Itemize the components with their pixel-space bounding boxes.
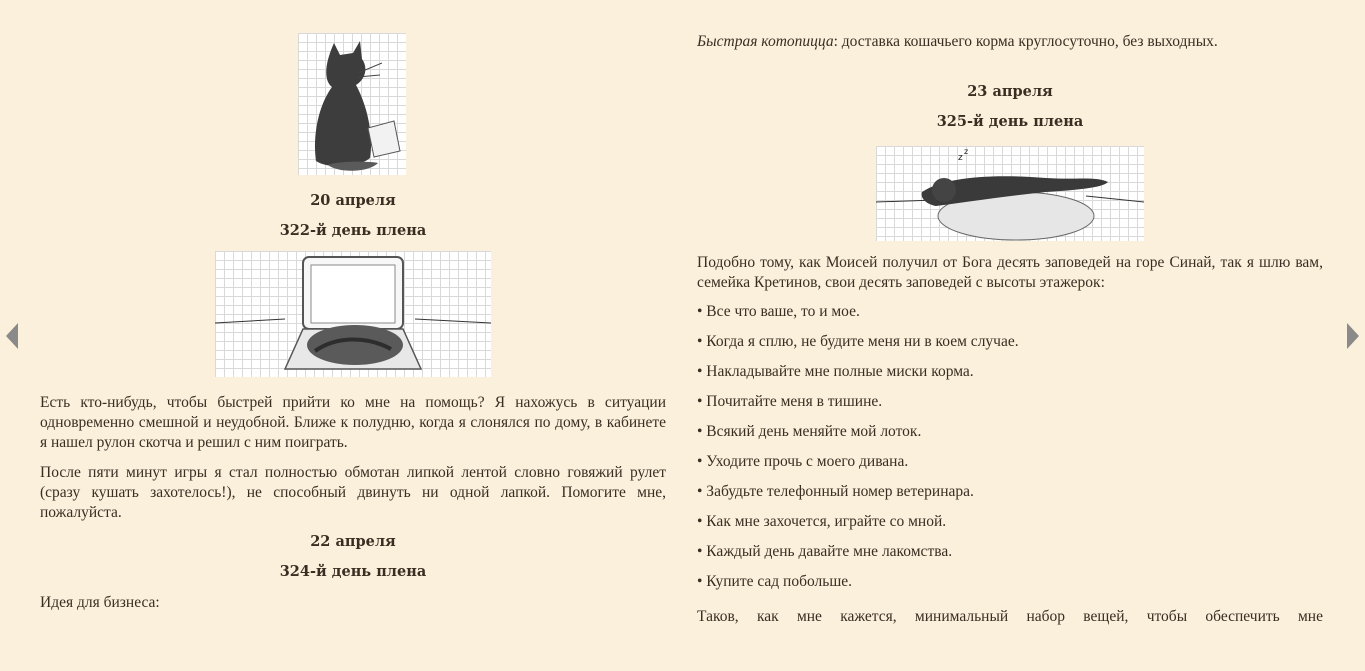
paragraph: Есть кто-нибудь, чтобы быстрей прийти ко мне на помощь? Я нахожусь в ситуации одновременно смешной и неудобной. Ближе к полудню, когда я слонялся по дому, в кабинете я нашел рулон скотча и решил с ним поиграть. (40, 394, 666, 451)
paragraph: Идея для бизнеса: (40, 594, 160, 611)
illustration-cat-sleeping (876, 146, 1144, 241)
illustration-cat-on-laptop (215, 251, 491, 377)
list-item: • Накладывайте мне полные миски корма. (697, 363, 974, 380)
business-idea-title: Быстрая котопицца (697, 33, 834, 50)
list-item: • Каждый день давайте мне лакомства. (697, 543, 953, 560)
list-item: • Когда я сплю, не будите меня ни в коем случае. (697, 333, 1019, 350)
illustration-cat-sitting (298, 33, 406, 175)
entry-date: 22 апреля (310, 533, 396, 550)
list-item: • Почитайте меня в тишине. (697, 393, 883, 410)
list-item: • Всякий день меняйте мой лоток. (697, 423, 922, 440)
entry-date: 23 апреля (967, 83, 1053, 100)
next-page-button[interactable] (1347, 323, 1359, 349)
list-item: • Забудьте телефонный номер ветеринара. (697, 483, 974, 500)
list-item: • Все что ваше, то и мое. (697, 303, 860, 320)
prev-page-button[interactable] (6, 323, 18, 349)
paragraph (697, 32, 1323, 52)
business-idea-text: : доставка кошачьего корма круглосуточно, без выходных. (833, 33, 1218, 50)
paragraph: После пяти минут игры я стал полностью обмотан липкой лентой словно говяжий рулет (сразу кушать захотелось!), не способный двинуть ни одной лапкой. Помогите мне, пожалуйста. (40, 464, 666, 521)
paragraph: Таков, как мне кажется, минимальный набор вещей, чтобы обеспечить мне (697, 608, 1323, 625)
entry-day: 322-й день плена (279, 222, 427, 239)
chevron-left-icon (6, 323, 18, 349)
list-item: • Купите сад побольше. (697, 573, 853, 590)
list-item: • Как мне захочется, играйте со мной. (697, 513, 947, 530)
entry-date: 20 апреля (310, 192, 396, 209)
svg-text:z: z (964, 147, 969, 156)
chevron-right-icon (1347, 323, 1359, 349)
list-item: • Уходите прочь с моего дивана. (697, 453, 909, 470)
entry-day: 324-й день плена (279, 563, 427, 580)
paragraph: Подобно тому, как Моисей получил от Бога десять заповедей на горе Синай, так я шлю вам, семейка Кретинов, свои десять заповедей с высоты этажерок: (697, 254, 1323, 291)
entry-day: 325-й день плена (936, 113, 1084, 130)
svg-text:z: z (958, 153, 963, 163)
